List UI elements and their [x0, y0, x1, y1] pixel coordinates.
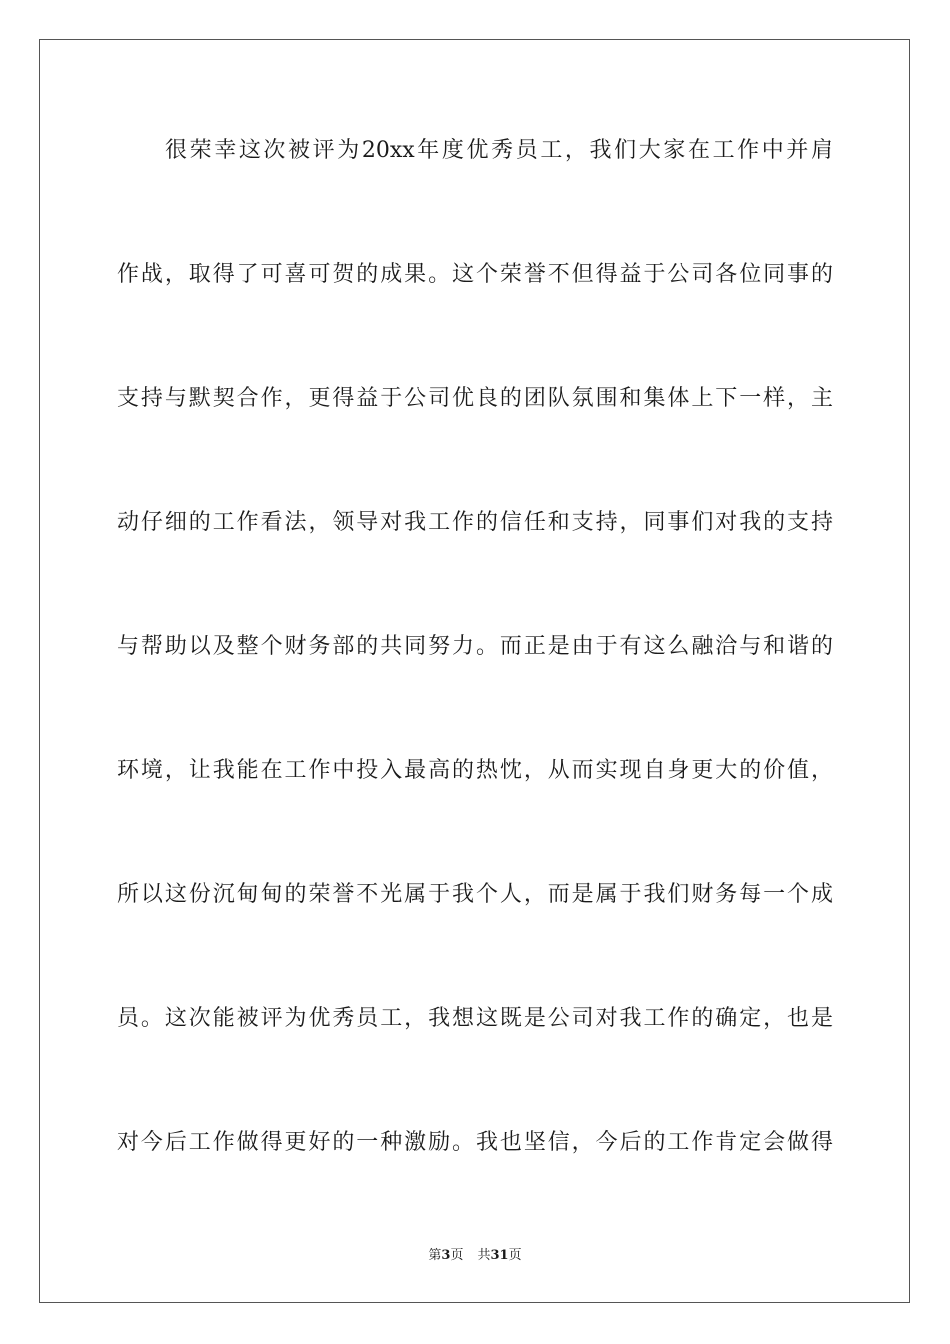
page-number: 3: [441, 1248, 451, 1263]
total-prefix: 共: [477, 1248, 491, 1263]
body-line-5: 与帮助以及整个财务部的共同努力。而正是由于有这么融洽与和谐的: [117, 634, 833, 659]
page-suffix: 页: [450, 1248, 464, 1263]
body-line-3: 支持与默契合作，更得益于公司优良的团队氛围和集体上下一样，主: [117, 386, 833, 411]
body-line-1: 很荣幸这次被评为20xx年度优秀员工，我们大家在工作中并肩: [165, 138, 833, 163]
page-border: [39, 39, 910, 1303]
body-line-8: 员。这次能被评为优秀员工，我想这既是公司对我工作的确定，也是: [117, 1006, 833, 1031]
total-pages: 31: [490, 1248, 509, 1263]
body-line-4: 动仔细的工作看法，领导对我工作的信任和支持，同事们对我的支持: [117, 510, 833, 535]
total-suffix: 页: [508, 1248, 522, 1263]
page-prefix: 第: [428, 1248, 442, 1263]
page-footer: [0, 1244, 950, 1263]
body-line-7: 所以这份沉甸甸的荣誉不光属于我个人，而是属于我们财务每一个成: [117, 882, 833, 907]
body-line-2: 作战，取得了可喜可贺的成果。这个荣誉不但得益于公司各位同事的: [117, 262, 833, 287]
body-line-9: 对今后工作做得更好的一种激励。我也坚信，今后的工作肯定会做得: [117, 1130, 833, 1155]
body-line-6: 环境，让我能在工作中投入最高的热忱，从而实现自身更大的价值，: [117, 758, 833, 783]
